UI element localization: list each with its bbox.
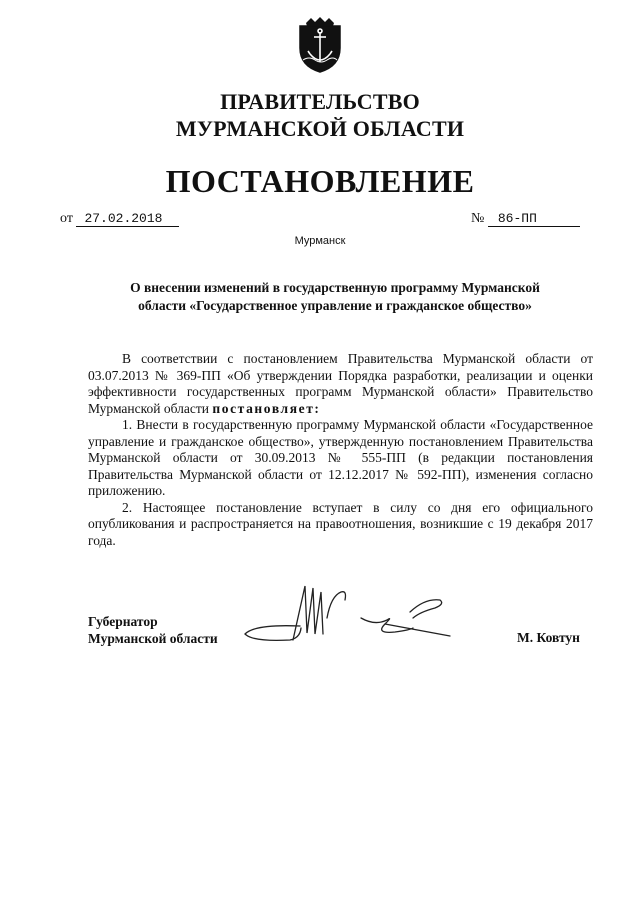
government-title-line2: МУРМАНСКОЙ ОБЛАСТИ xyxy=(175,116,465,141)
intro-paragraph xyxy=(88,351,593,417)
government-title-line1: ПРАВИТЕЛЬСТВО xyxy=(220,89,420,114)
coat-of-arms-icon xyxy=(297,16,343,74)
document-date xyxy=(60,211,179,227)
signatory-name: М. Ковтун xyxy=(517,630,580,645)
item-1: 1. Внести в государственную программу Мурманской области «Государственное управление и гражданское общество», утвержденную постановлением Правительства Мурманской области от 30.09.2013 № 555-ПП (в редакции постановления Правительства Мурманской области от 12.12.2017 № 592-ПП), изменения согласно приложению. xyxy=(88,417,593,498)
decree-word: постановляет: xyxy=(212,400,321,416)
item-2: 2. Настоящее постановление вступает в силу со дня его официального опубликования и распространяется на правоотношения, возникшие с 19 декабря 2017 года. xyxy=(88,499,593,548)
signatory-position xyxy=(88,613,218,647)
position-line1: Губернатор xyxy=(88,614,158,629)
number-prefix: № xyxy=(471,211,485,226)
number-value: 86-ПП xyxy=(488,212,580,227)
document-subject xyxy=(90,279,580,315)
document-body xyxy=(88,351,593,549)
handwritten-signature xyxy=(235,578,455,653)
subject-line2: области «Государственное управление и гражданское общество» xyxy=(138,298,532,313)
date-prefix: от xyxy=(60,211,73,226)
city: Мурманск xyxy=(294,235,346,247)
government-title xyxy=(0,88,640,142)
subject-line1: О внесении изменений в государственную программу Мурманской xyxy=(130,280,540,295)
date-value: 27.02.2018 xyxy=(76,212,179,227)
position-line2: Мурманской области xyxy=(88,631,218,646)
document-number xyxy=(471,211,580,227)
document-type: ПОСТАНОВЛЕНИЕ xyxy=(165,163,475,199)
intro-text: В соответствии с постановлением Правительства Мурманской области от 03.07.2013 № 369-ПП «Об утверждении Порядка разработки, реализации и оценки эффективности государственных программ Мурманской области» Правительство Мурманской области xyxy=(88,351,593,416)
